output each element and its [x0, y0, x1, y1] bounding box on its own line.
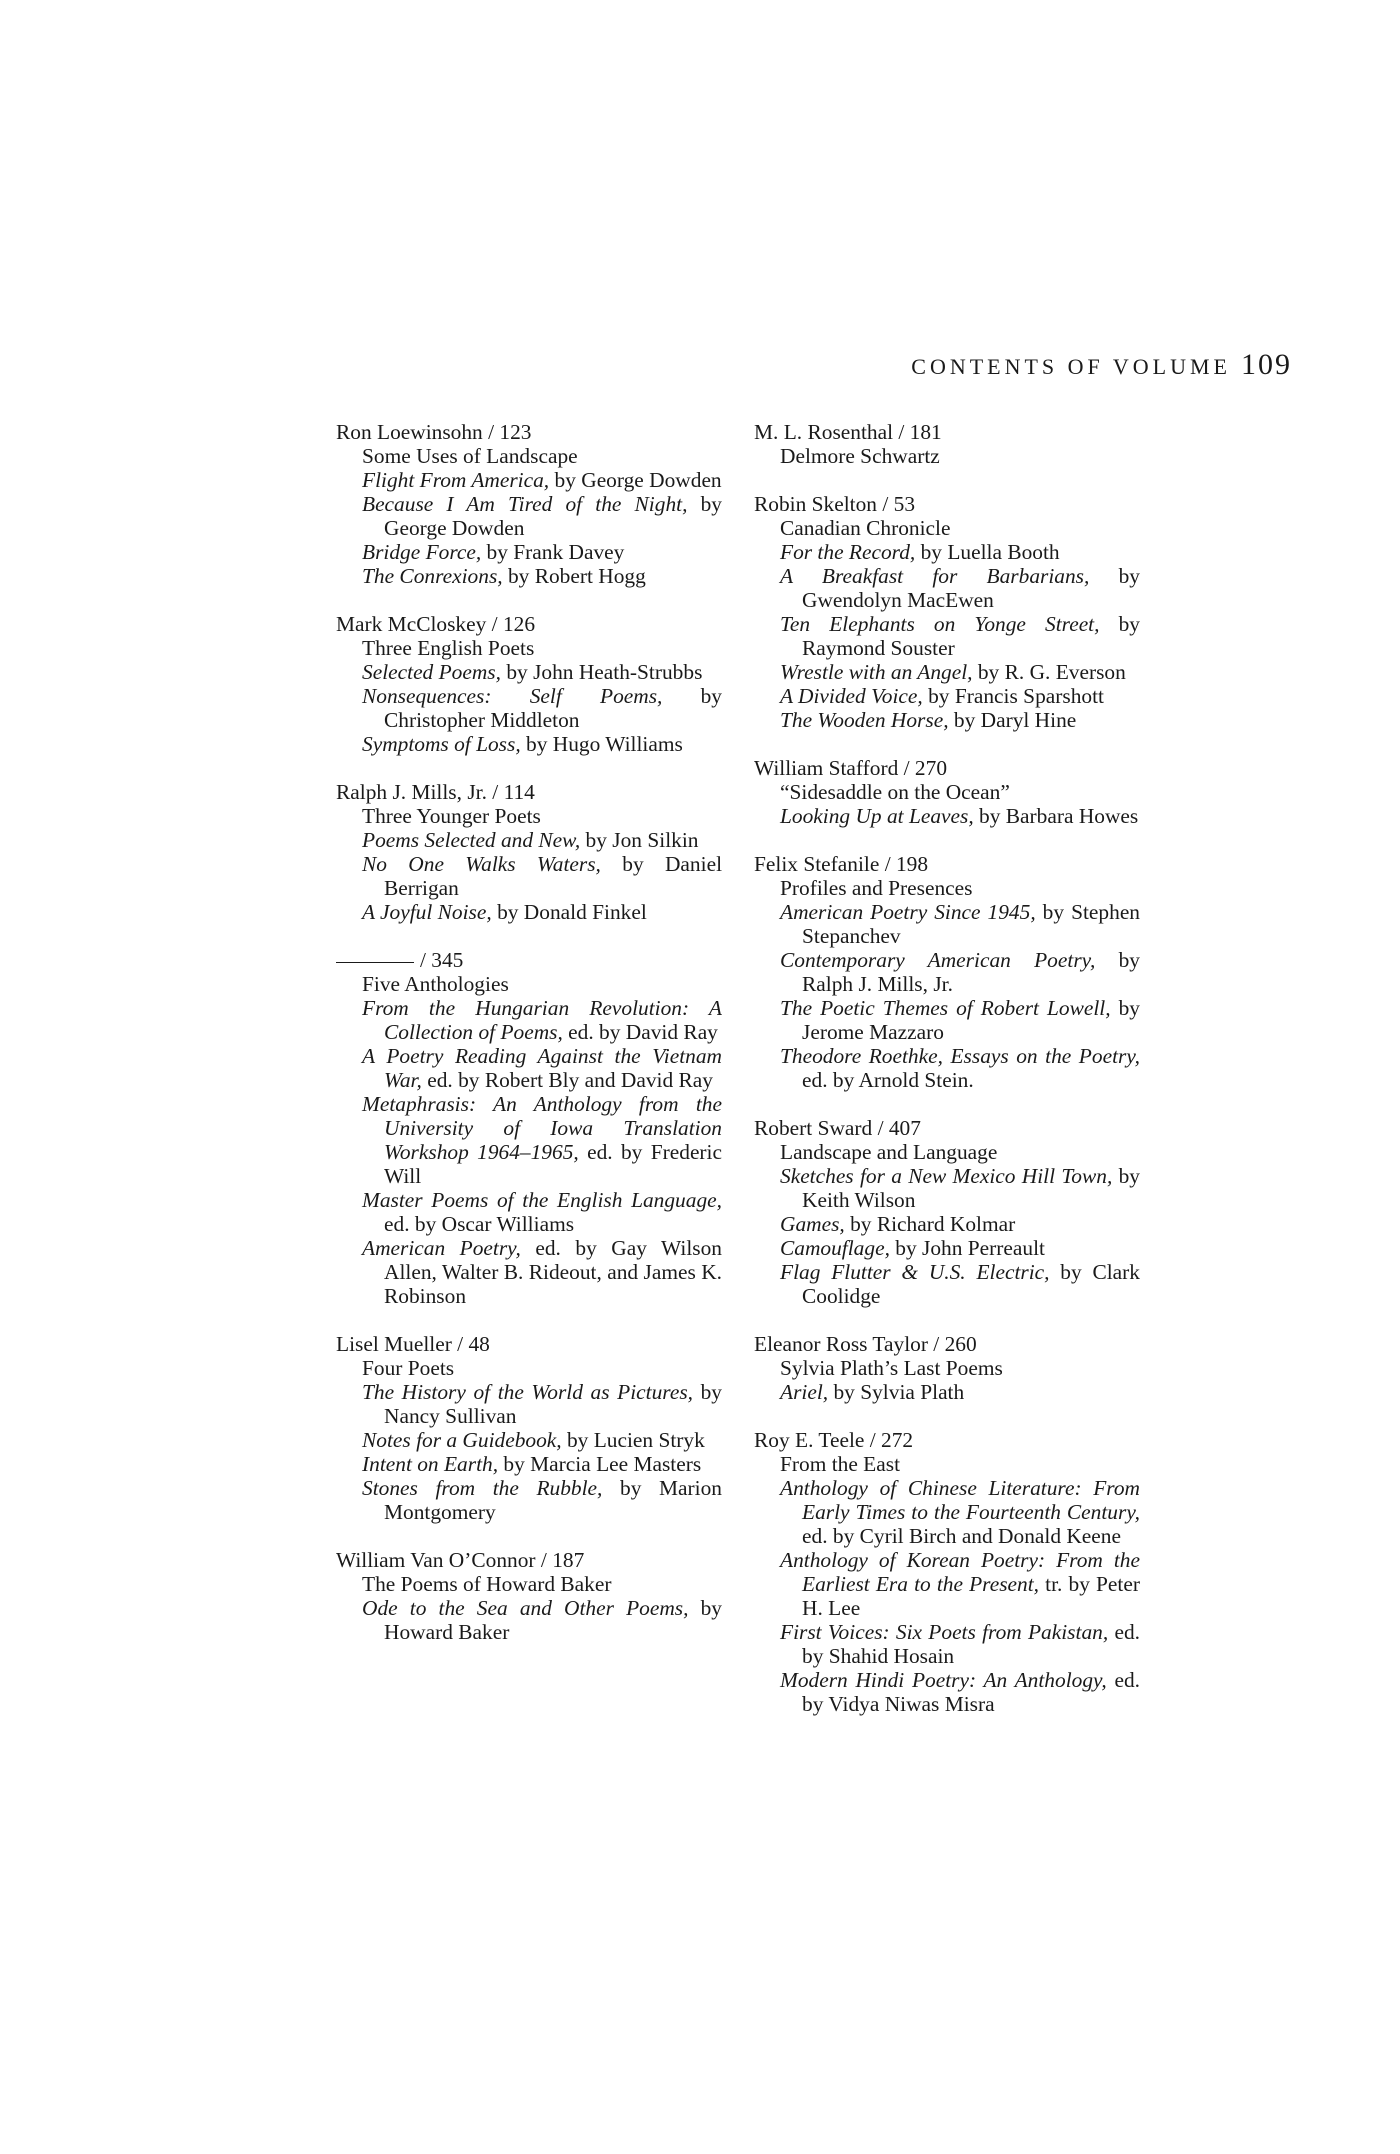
reviewer-name: Ron Loewinsohn / 123	[336, 420, 532, 444]
reviewer-name: Robin Skelton / 53	[754, 492, 916, 516]
book-title: Flag Flutter & U.S. Electric,	[780, 1260, 1050, 1284]
review-title: Landscape and Language	[780, 1140, 998, 1164]
page-number: 109	[1241, 348, 1292, 381]
book-credit: by Marcia Lee Masters	[498, 1452, 702, 1476]
book-entry	[754, 900, 1140, 948]
book-entry	[336, 828, 722, 852]
anonymous-author-rule	[336, 962, 414, 963]
book-entry	[754, 948, 1140, 996]
book-credit: by Barbara Howes	[973, 804, 1139, 828]
reviewer-name: William Stafford / 270	[754, 756, 948, 780]
book-entry	[336, 1092, 722, 1188]
book-credit: by R. G. Everson	[972, 660, 1126, 684]
book-credit: by Daniel Berrigan	[384, 852, 723, 900]
book-entry	[754, 1620, 1140, 1668]
book-entry	[336, 1236, 722, 1308]
book-title: Selected Poems,	[362, 660, 501, 684]
book-entry	[754, 1548, 1140, 1620]
book-entry	[336, 660, 722, 684]
book-title: Anthology of Chinese Literature: From Early Times to the Fourteenth Century,	[780, 1476, 1140, 1524]
reviewer-name: M. L. Rosenthal / 181	[754, 420, 942, 444]
book-title: Poems Selected and New,	[362, 828, 581, 852]
book-entry	[336, 564, 722, 588]
book-title: First Voices: Six Poets from Pakistan,	[780, 1620, 1109, 1644]
reviewer-name: Robert Sward / 407	[754, 1116, 921, 1140]
book-title: Symptoms of Loss,	[362, 732, 521, 756]
review-title: Sylvia Plath’s Last Poems	[780, 1356, 1003, 1380]
book-entry	[336, 732, 722, 756]
book-title: American Poetry,	[362, 1236, 521, 1260]
book-entry	[754, 1236, 1140, 1260]
reviewer-name: Felix Stefanile / 198	[754, 852, 929, 876]
book-entry	[754, 612, 1140, 660]
book-entry	[336, 1188, 722, 1236]
book-entry	[754, 1164, 1140, 1212]
review-entry	[336, 420, 722, 588]
right-column	[754, 420, 1140, 1740]
review-entry	[754, 1116, 1140, 1308]
book-credit: by Stephen Stepanchev	[802, 900, 1141, 948]
book-entry	[336, 900, 722, 924]
book-entry	[336, 540, 722, 564]
book-entry	[336, 1452, 722, 1476]
book-title: For the Record,	[780, 540, 916, 564]
review-entry	[336, 1548, 722, 1644]
book-entry	[336, 1476, 722, 1524]
book-entry	[754, 1380, 1140, 1404]
book-title: Wrestle with an Angel,	[780, 660, 973, 684]
review-title: Canadian Chronicle	[780, 516, 951, 540]
book-credit: by Gwendolyn MacEwen	[802, 564, 1140, 612]
book-credit: ed. by Vidya Niwas Misra	[802, 1668, 1140, 1716]
reviewer-name: Ralph J. Mills, Jr. / 114	[336, 780, 535, 804]
book-credit: by John Heath-Strubbs	[500, 660, 703, 684]
book-title: Bridge Force,	[362, 540, 482, 564]
book-credit: by Jon Silkin	[580, 828, 699, 852]
book-title: Intent on Earth,	[362, 1452, 499, 1476]
review-entry	[754, 756, 1140, 828]
book-credit: by Clark Coolidge	[802, 1260, 1140, 1308]
review-title: From the East	[780, 1452, 901, 1476]
book-credit: by Francis Sparshott	[922, 684, 1104, 708]
book-credit: by Jerome Mazzaro	[802, 996, 1140, 1044]
book-title: A Breakfast for Barbarians,	[780, 564, 1090, 588]
reviewer-line	[336, 1548, 722, 1572]
reviewer-line	[754, 756, 1140, 780]
book-entry	[754, 1260, 1140, 1308]
book-credit: ed. by Gay Wilson Allen, Walter B. Rideout, and James K. Robinson	[384, 1236, 722, 1308]
book-credit: ed. by Oscar Williams	[384, 1212, 575, 1236]
book-entry	[754, 996, 1140, 1044]
book-title: Flight From America,	[362, 468, 550, 492]
review-title: Profiles and Presences	[780, 876, 973, 900]
book-credit: by Richard Kolmar	[844, 1212, 1016, 1236]
book-title: Theodore Roethke, Essays on the Poetry,	[780, 1044, 1140, 1068]
book-credit: by Nancy Sullivan	[384, 1380, 722, 1428]
review-title: Three Younger Poets	[362, 804, 541, 828]
book-credit: ed. by David Ray	[562, 1020, 718, 1044]
book-title: The Wooden Horse,	[780, 708, 949, 732]
reviewer-name: William Van O’Connor / 187	[336, 1548, 585, 1572]
book-entry	[754, 660, 1140, 684]
book-title: Because I Am Tired of the Night,	[362, 492, 688, 516]
reviewer-line	[336, 1332, 722, 1356]
reviewer-name: Eleanor Ross Taylor / 260	[754, 1332, 977, 1356]
book-entry	[336, 492, 722, 540]
book-entry	[754, 1476, 1140, 1548]
book-entry	[336, 684, 722, 732]
book-credit: by Lucien Stryk	[561, 1428, 705, 1452]
review-entry	[336, 612, 722, 756]
review-entry	[754, 1428, 1140, 1716]
book-title: A Joyful Noise,	[362, 900, 492, 924]
reviewer-line	[336, 780, 722, 804]
book-credit: by Keith Wilson	[802, 1164, 1140, 1212]
book-entry	[336, 1428, 722, 1452]
book-title: American Poetry Since 1945,	[780, 900, 1036, 924]
book-credit: ed. by Frederic Will	[384, 1140, 722, 1188]
book-title: Stones from the Rubble,	[362, 1476, 603, 1500]
review-title: Some Uses of Landscape	[362, 444, 578, 468]
book-title: Ten Elephants on Yonge Street,	[780, 612, 1100, 636]
book-entry	[336, 1380, 722, 1428]
reviewer-name: / 345	[420, 948, 464, 972]
book-title: The History of the World as Pictures,	[362, 1380, 693, 1404]
book-credit: by Christopher Middleton	[384, 684, 722, 732]
book-title: Games,	[780, 1212, 845, 1236]
review-entry	[336, 948, 722, 1308]
book-entry	[336, 468, 722, 492]
book-credit: by George Dowden	[549, 468, 722, 492]
book-credit: ed. by Cyril Birch and Donald Keene	[802, 1524, 1121, 1548]
book-credit: by Marion Montgomery	[384, 1476, 723, 1524]
book-title: Contemporary American Poetry,	[780, 948, 1096, 972]
reviewer-line	[754, 420, 1140, 444]
book-title: Nonsequences: Self Poems,	[362, 684, 663, 708]
book-credit: by Frank Davey	[481, 540, 625, 564]
book-credit: tr. by Peter H. Lee	[802, 1572, 1140, 1620]
reviewer-line	[336, 612, 722, 636]
review-title: Four Poets	[362, 1356, 455, 1380]
book-credit: by Sylvia Plath	[828, 1380, 965, 1404]
book-title: Sketches for a New Mexico Hill Town,	[780, 1164, 1113, 1188]
book-title: A Poetry Reading Against the Vietnam War,	[362, 1044, 722, 1092]
book-title: Modern Hindi Poetry: An Anthology,	[780, 1668, 1107, 1692]
book-title: Master Poems of the English Language,	[362, 1188, 722, 1212]
book-title: Looking Up at Leaves,	[780, 804, 974, 828]
book-credit: by Raymond Souster	[802, 612, 1140, 660]
reviewer-line	[754, 492, 1140, 516]
running-head	[836, 348, 1292, 382]
book-entry	[336, 1044, 722, 1092]
reviewer-line	[754, 1332, 1140, 1356]
book-title: No One Walks Waters,	[362, 852, 601, 876]
book-entry	[754, 684, 1140, 708]
book-credit: by Ralph J. Mills, Jr.	[802, 948, 1140, 996]
book-title: Metaphrasis: An Anthology from the University of Iowa Translation Workshop 1964–1965,	[362, 1092, 722, 1164]
book-credit: by Howard Baker	[384, 1596, 722, 1644]
book-entry	[754, 708, 1140, 732]
review-entry	[754, 420, 1140, 468]
book-credit: by Hugo Williams	[520, 732, 683, 756]
left-column	[336, 420, 722, 1668]
book-credit: by Daryl Hine	[948, 708, 1077, 732]
book-entry	[754, 1668, 1140, 1716]
book-title: Anthology of Korean Poetry: From the Earliest Era to the Present,	[780, 1548, 1140, 1596]
reviewer-line	[754, 852, 1140, 876]
review-title: Three English Poets	[362, 636, 535, 660]
reviewer-line	[336, 420, 722, 444]
book-entry	[754, 564, 1140, 612]
book-entry	[754, 540, 1140, 564]
book-entry	[336, 1596, 722, 1644]
review-entry	[754, 492, 1140, 732]
book-entry	[336, 996, 722, 1044]
reviewer-name: Lisel Mueller / 48	[336, 1332, 490, 1356]
review-title: The Poems of Howard Baker	[362, 1572, 612, 1596]
review-entry	[754, 1332, 1140, 1404]
reviewer-line	[754, 1116, 1140, 1140]
review-entry	[336, 780, 722, 924]
book-title: The Conrexions,	[362, 564, 503, 588]
book-credit: ed. by Robert Bly and David Ray	[421, 1068, 713, 1092]
book-credit: by Donald Finkel	[491, 900, 647, 924]
book-credit: by Luella Booth	[915, 540, 1060, 564]
book-entry	[754, 804, 1140, 828]
review-entry	[754, 852, 1140, 1092]
book-entry	[754, 1212, 1140, 1236]
book-title: Ariel,	[780, 1380, 829, 1404]
review-title: Delmore Schwartz	[780, 444, 940, 468]
book-credit: by John Perreault	[889, 1236, 1045, 1260]
reviewer-name: Mark McCloskey / 126	[336, 612, 536, 636]
book-title: Ode to the Sea and Other Poems,	[362, 1596, 689, 1620]
book-credit: by Robert Hogg	[502, 564, 646, 588]
running-head-label: CONTENTS OF VOLUME	[911, 354, 1231, 379]
reviewer-line	[336, 948, 722, 972]
book-title: Notes for a Guidebook,	[362, 1428, 562, 1452]
book-title: From the Hungarian Revolution: A Collection of Poems,	[362, 996, 722, 1044]
book-credit: ed. by Shahid Hosain	[802, 1620, 1140, 1668]
book-credit: by George Dowden	[384, 492, 722, 540]
reviewer-name: Roy E. Teele / 272	[754, 1428, 914, 1452]
book-title: The Poetic Themes of Robert Lowell,	[780, 996, 1111, 1020]
book-credit: ed. by Arnold Stein.	[802, 1068, 974, 1092]
review-title: “Sidesaddle on the Ocean”	[780, 780, 1010, 804]
book-title: A Divided Voice,	[780, 684, 923, 708]
book-entry	[336, 852, 722, 900]
book-entry	[754, 1044, 1140, 1092]
reviewer-line	[754, 1428, 1140, 1452]
review-title: Five Anthologies	[362, 972, 509, 996]
review-entry	[336, 1332, 722, 1524]
book-title: Camouflage,	[780, 1236, 890, 1260]
